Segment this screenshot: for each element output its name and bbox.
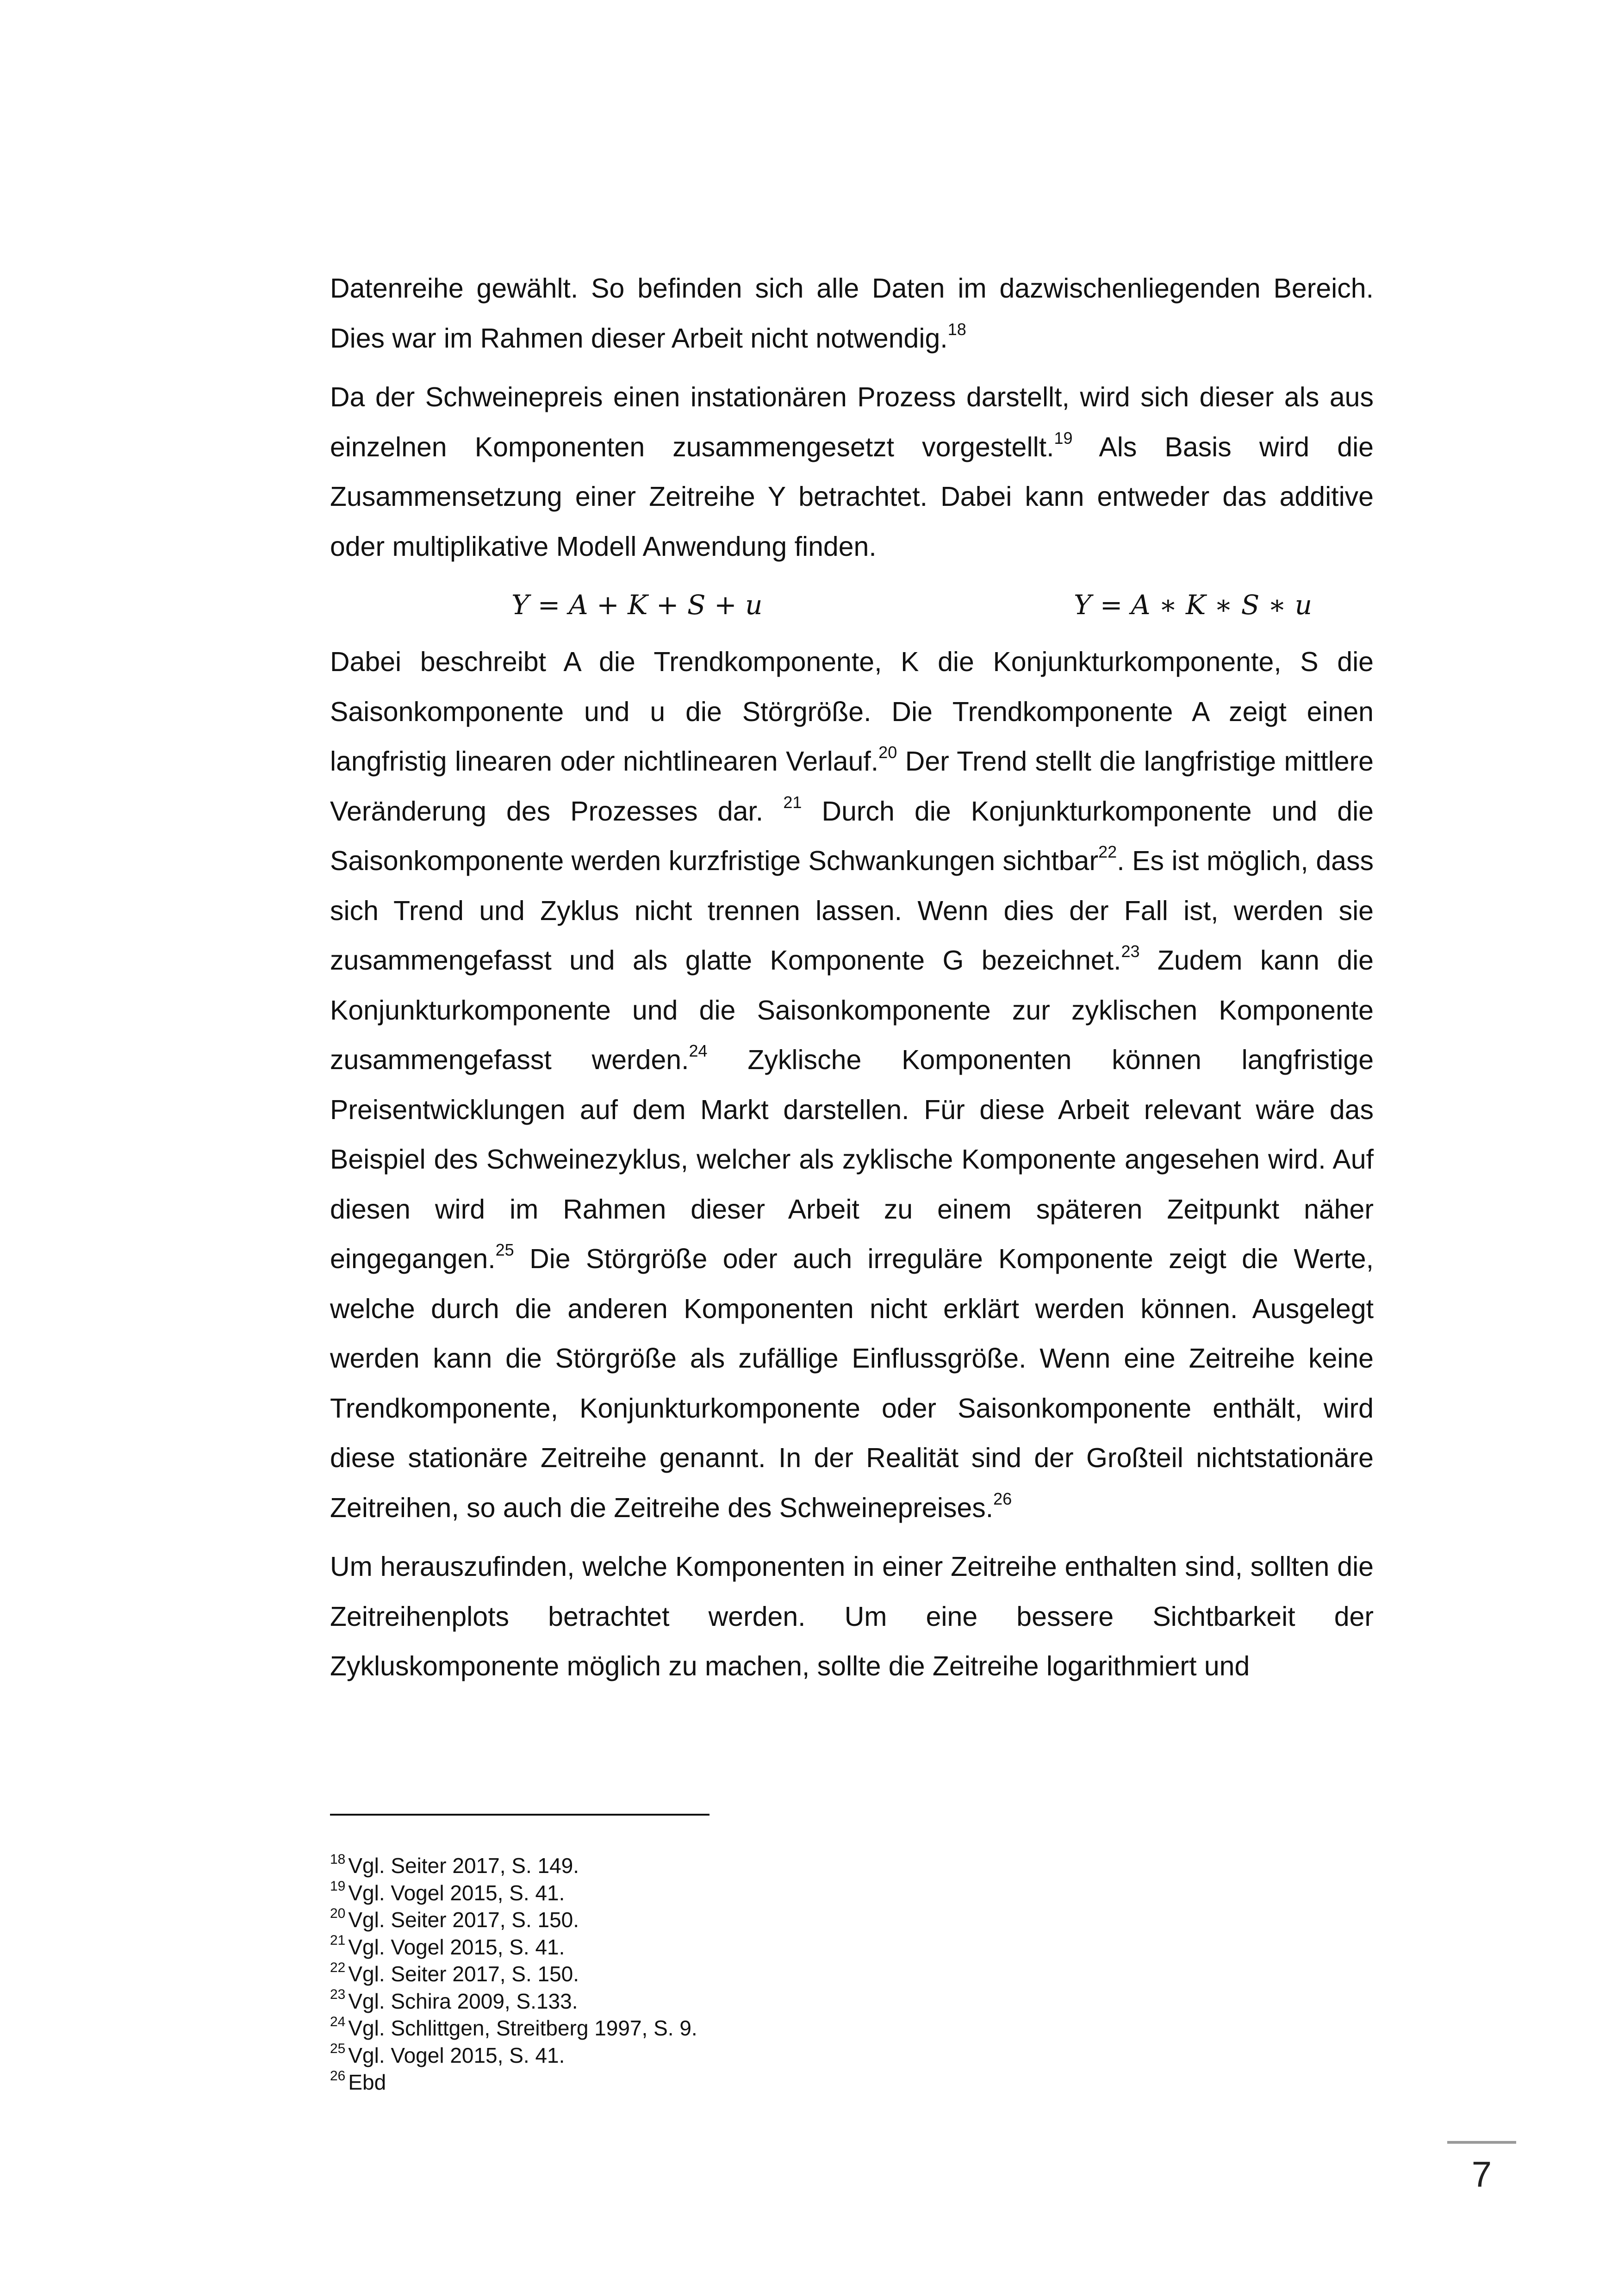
text-run: Der Trend stellt die langfristige mittlere Veränderung des Prozesses dar.	[330, 746, 1374, 827]
footnote-separator	[330, 1814, 709, 1816]
footnote	[330, 1906, 1374, 1934]
formula-multiplicative: Y = A ∗ K ∗ S ∗ u	[1074, 589, 1312, 621]
footnote	[330, 2069, 1374, 2096]
text-run: Durch die Konjunkturkomponente und die Saisonkomponente werden kurzfristige Schwankungen sichtbar	[330, 796, 1374, 876]
footnote-number: 24	[330, 2014, 346, 2029]
body-text	[330, 264, 1374, 1701]
footnote-reference: 25	[495, 1240, 514, 1260]
footnote-number: 22	[330, 1960, 346, 1975]
text-run: Als Basis wird die Zusammensetzung einer Zeitreihe Y betrachtet. Dabei kann entweder das additive oder multiplikative Modell Anwendung finden.	[330, 431, 1374, 562]
footnote-text: Vgl. Seiter 2017, S. 149.	[348, 1854, 579, 1878]
footnote-text: Vgl. Vogel 2015, S. 41.	[348, 2043, 565, 2067]
footnote	[330, 1988, 1374, 2015]
footnote-reference: 20	[878, 743, 897, 762]
footnote-text: Vgl. Schira 2009, S.133.	[348, 1989, 578, 2013]
footnote	[330, 1934, 1374, 1961]
paragraph-3	[330, 637, 1374, 1533]
text-run: Dabei beschreibt A die Trendkomponente, K die Konjunkturkomponente, S die Saisonkomponente und u die Störgröße. Die Trendkomponente A zeigt einen langfristig linearen oder nichtlinearen Verlauf.	[330, 647, 1374, 777]
footnote-reference: 23	[1121, 942, 1140, 961]
footnote-number: 19	[330, 1879, 346, 1894]
footnote-reference: 19	[1054, 428, 1073, 448]
footnote-text: Vgl. Vogel 2015, S. 41.	[348, 1880, 565, 1905]
footnote-reference: 24	[689, 1041, 708, 1061]
footnote-text: Ebd	[348, 2070, 386, 2094]
footnote	[330, 1852, 1374, 1879]
formula-row	[330, 581, 1374, 629]
text-run: Zyklische Komponenten können langfristige Preisentwicklungen auf dem Markt darstellen. Für diese Arbeit relevant wäre das Beispiel des Schweinezyklus, welcher als zyklische Komponente angesehen wird. Auf diesen wird im Rahmen dieser Arbeit zu einem späteren Zeitpunkt näher eingegangen.	[330, 1045, 1374, 1274]
footnote-number: 20	[330, 1905, 346, 1921]
text-run: . Es ist möglich, dass sich Trend und Zyklus nicht trennen lassen. Wenn dies der Fall ist, werden sie zusammengefasst und als glatte Komponente G bezeichnet.	[330, 846, 1374, 976]
footnote-text: Vgl. Schlittgen, Streitberg 1997, S. 9.	[348, 2016, 697, 2040]
paragraph-1	[330, 264, 1374, 363]
footnote-number: 25	[330, 2041, 346, 2057]
footnote	[330, 2042, 1374, 2069]
footnote-text: Vgl. Seiter 2017, S. 150.	[348, 1908, 579, 1932]
paragraph-2	[330, 373, 1374, 572]
page-number-rule	[1447, 2141, 1516, 2144]
footnote	[330, 2015, 1374, 2042]
text-run: Da der Schweinepreis einen instationären Prozess darstellt, wird sich dieser als aus einzelnen Komponenten zusammengesetzt vorgestellt.	[330, 382, 1374, 462]
footnote-number: 21	[330, 1933, 346, 1948]
footnote-number: 26	[330, 2068, 346, 2084]
footnote-reference: 22	[1098, 842, 1117, 862]
text-run: Um herauszufinden, welche Komponenten in einer Zeitreihe enthalten sind, sollten die Zeitreihenplots betrachtet werden. Um eine bessere Sichtbarkeit der Zykluskomponente möglich zu machen, sollte die Zeitreihe logarithmiert und	[330, 1551, 1374, 1681]
paragraph-4	[330, 1542, 1374, 1692]
page-number: 7	[1471, 2154, 1492, 2195]
footnote-reference: 18	[947, 319, 966, 339]
text-run: Datenreihe gewählt. So befinden sich alle Daten im dazwischenliegenden Bereich. Dies war im Rahmen dieser Arbeit nicht notwendig.	[330, 273, 1374, 354]
footnotes	[330, 1852, 1374, 2096]
footnote	[330, 1879, 1374, 1907]
footnote-number: 18	[330, 1851, 346, 1867]
formula-additive: Y = A + K + S + u	[511, 589, 763, 621]
footnote	[330, 1960, 1374, 1988]
text-run: Zudem kann die Konjunkturkomponente und die Saisonkomponente zur zyklischen Komponente zusammengefasst werden.	[330, 945, 1374, 1075]
footnote-text: Vgl. Seiter 2017, S. 150.	[348, 1962, 579, 1986]
footnote-text: Vgl. Vogel 2015, S. 41.	[348, 1935, 565, 1959]
footnote-reference: 21	[783, 792, 802, 812]
footnote-reference: 26	[993, 1489, 1012, 1508]
text-run: Die Störgröße oder auch irreguläre Komponente zeigt die Werte, welche durch die anderen Komponenten nicht erklärt werden können. Ausgelegt werden kann die Störgröße als zufällige Einflussgröße. Wenn eine Zeitreihe keine Trendkomponente, Konjunkturkomponente oder Saisonkomponente enthält, wird diese stationäre Zeitreihe genannt. In der Realität sind der Großteil nichtstationäre Zeitreihen, so auch die Zeitreihe des Schweinepreises.	[330, 1244, 1374, 1523]
footnote-number: 23	[330, 1987, 346, 2003]
